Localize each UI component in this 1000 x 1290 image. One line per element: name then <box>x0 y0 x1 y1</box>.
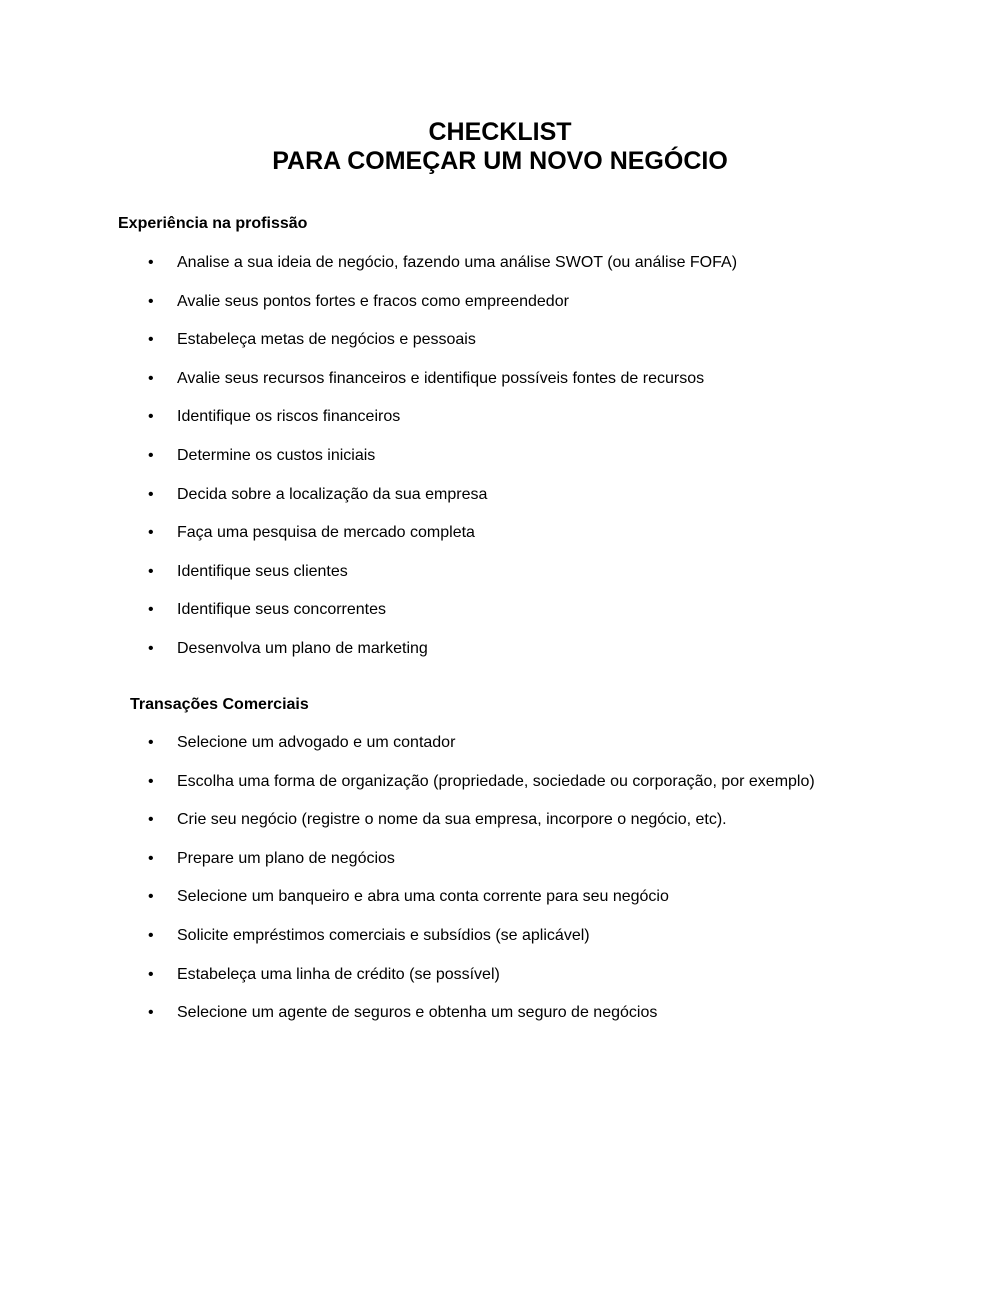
list-item-text: Identifique os riscos financeiros <box>177 408 401 426</box>
list-item-text: Determine os custos iniciais <box>177 446 376 464</box>
list-item <box>0 514 737 553</box>
section-heading-transacoes: Transações Comerciais <box>130 696 309 713</box>
list-item-text: Avalie seus pontos fortes e fracos como empreendedor <box>177 292 569 310</box>
bullet-icon: • <box>148 888 154 906</box>
list-item <box>0 956 815 995</box>
list-item <box>0 917 815 956</box>
bullet-icon: • <box>148 965 154 983</box>
list-item-text: Identifique seus concorrentes <box>177 601 387 619</box>
list-item-text: Escolha uma forma de organização (propriedade, sociedade ou corporação, por exemplo) <box>177 772 815 790</box>
bullet-icon: • <box>148 254 154 271</box>
list-item-text: Estabeleça metas de negócios e pessoais <box>177 331 476 349</box>
list-item <box>0 591 737 630</box>
list-item <box>0 360 737 399</box>
bullet-icon: • <box>148 849 154 867</box>
list-item <box>0 840 815 879</box>
bullet-icon: • <box>148 639 154 657</box>
list-item-text: Desenvolva um plano de marketing <box>177 639 428 657</box>
list-item-text: Analise a sua ideia de negócio, fazendo uma análise SWOT (ou análise FOFA) <box>177 254 738 271</box>
bullet-icon: • <box>148 562 154 580</box>
list-item-text: Identifique seus clientes <box>177 562 348 580</box>
bullet-icon: • <box>148 292 154 310</box>
checklist-experiencia <box>0 244 737 669</box>
list-item-text: Avalie seus recursos financeiros e identifique possíveis fontes de recursos <box>177 369 705 387</box>
list-item <box>0 801 815 840</box>
list-item-text: Prepare um plano de negócios <box>177 849 395 867</box>
list-item <box>0 994 815 1033</box>
list-item <box>0 878 815 917</box>
list-item <box>0 763 815 802</box>
list-item <box>0 553 737 592</box>
section-heading-experiencia: Experiência na profissão <box>118 215 308 232</box>
list-item-text: Selecione um agente de seguros e obtenha um seguro de negócios <box>177 1004 658 1022</box>
list-item <box>0 476 737 515</box>
list-item <box>0 283 737 322</box>
document-title <box>0 118 1000 176</box>
title-line-1: CHECKLIST <box>428 118 572 146</box>
bullet-icon: • <box>148 485 154 503</box>
bullet-icon: • <box>148 811 154 829</box>
list-item-text: Faça uma pesquisa de mercado completa <box>177 524 475 542</box>
bullet-icon: • <box>148 1004 154 1022</box>
bullet-icon: • <box>148 772 154 790</box>
list-item <box>0 630 737 669</box>
list-item <box>0 321 737 360</box>
bullet-icon: • <box>148 369 154 387</box>
bullet-icon: • <box>148 601 154 619</box>
list-item <box>0 398 737 437</box>
bullet-icon: • <box>148 926 154 944</box>
list-item <box>0 437 737 476</box>
title-line-2: PARA COMEÇAR UM NOVO NEGÓCIO <box>272 147 728 175</box>
list-item <box>0 244 737 283</box>
list-item-text: Decida sobre a localização da sua empresa <box>177 485 488 503</box>
bullet-icon: • <box>148 524 154 542</box>
list-item-text: Solicite empréstimos comerciais e subsídios (se aplicável) <box>177 926 590 944</box>
bullet-icon: • <box>148 446 154 464</box>
list-item-text: Estabeleça uma linha de crédito (se possível) <box>177 965 500 983</box>
checklist-transacoes <box>0 724 815 1033</box>
list-item-text: Selecione um banqueiro e abra uma conta corrente para seu negócio <box>177 888 669 906</box>
bullet-icon: • <box>148 734 154 751</box>
list-item <box>0 724 815 763</box>
bullet-icon: • <box>148 408 154 426</box>
bullet-icon: • <box>148 331 154 349</box>
list-item-text: Crie seu negócio (registre o nome da sua empresa, incorpore o negócio, etc). <box>177 811 727 829</box>
list-item-text: Selecione um advogado e um contador <box>177 734 456 751</box>
